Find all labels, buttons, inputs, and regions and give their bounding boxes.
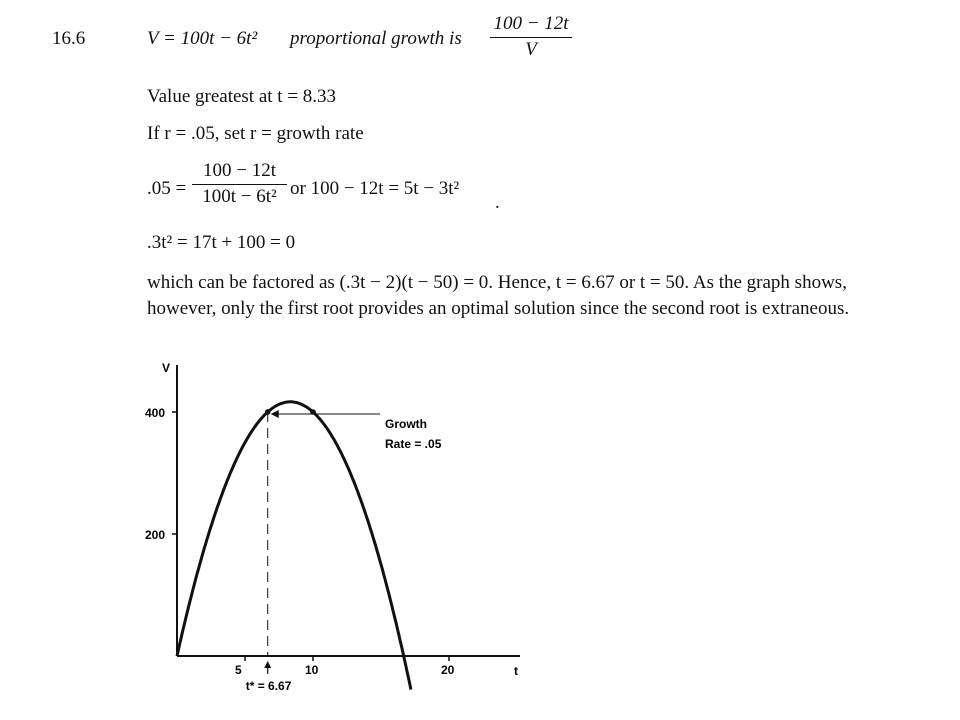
value-curve	[177, 402, 411, 690]
x-tick-label-20: 20	[441, 663, 455, 677]
proportional-growth-text: proportional growth is	[290, 28, 462, 49]
growth-chart	[130, 360, 530, 710]
problem-equation: V = 100t − 6t²	[147, 28, 258, 49]
annotation-rate: Rate = .05	[385, 437, 442, 451]
equation-fraction-bar	[192, 184, 287, 185]
optimum-up-arrow	[264, 661, 271, 668]
stray-dot: .	[495, 192, 500, 213]
growth-fraction-denominator: V	[525, 39, 537, 60]
equation-fraction-numerator: 100 − 12t	[203, 160, 276, 181]
value-greatest-line: Value greatest at t = 8.33	[147, 86, 337, 107]
growth-fraction-numerator: 100 − 12t	[493, 13, 569, 34]
x-tick-label-5: 5	[235, 663, 242, 677]
quadratic-line: .3t² = 17t + 100 = 0	[147, 232, 296, 253]
equation-fraction-denominator: 100t − 6t²	[202, 186, 277, 207]
growth-rate-line: If r = .05, set r = growth rate	[147, 123, 364, 144]
fraction-bar	[490, 37, 572, 38]
growth-fraction	[490, 13, 572, 61]
x-tick-label-10: 10	[305, 663, 319, 677]
y-tick-label-400: 400	[145, 406, 166, 420]
y-tick-label-200: 200	[145, 528, 166, 542]
marked-point-2	[310, 409, 316, 415]
equation-fraction	[192, 160, 287, 208]
equation-lhs: .05 =	[147, 178, 187, 199]
problem-number: 16.6	[52, 28, 86, 49]
annotation-growth: Growth	[385, 417, 427, 431]
marked-point-1	[265, 409, 271, 415]
optimum-label: t* = 6.67	[245, 679, 292, 693]
explanation-paragraph: which can be factored as (.3t − 2)(t − 50) = 0. Hence, t = 6.67 or t = 50. As the graph shows, however, only the first root provides an optimal solution since the second root is extraneous.	[147, 272, 850, 319]
x-axis-label: t	[514, 664, 518, 678]
annotation-arrow-head	[271, 410, 279, 418]
y-axis-label: V	[162, 361, 171, 375]
equation-rhs: or 100 − 12t = 5t − 3t²	[290, 178, 460, 199]
